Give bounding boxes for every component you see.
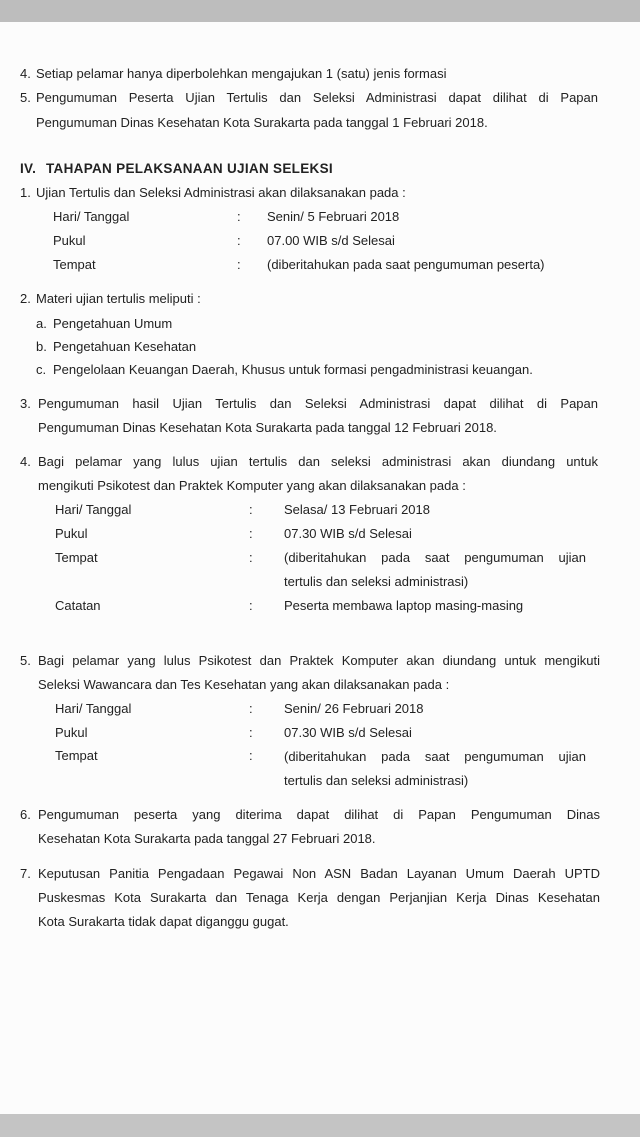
row-label: Catatan <box>55 598 101 613</box>
subitem-number: c. <box>36 362 47 377</box>
item-text: Pengumuman peserta yang diterima dapat dilihat di Papan Pengumuman Dinas <box>38 807 600 822</box>
row-value: (diberitahukan pada saat pengumuman peserta) <box>267 257 545 272</box>
item-text: Setiap pelamar hanya diperbolehkan mengajukan 1 (satu) jenis formasi <box>36 66 447 81</box>
item-text: Pengumuman Dinas Kesehatan Kota Surakarta pada tanggal 12 Februari 2018. <box>38 420 497 435</box>
row-value: Senin/ 26 Februari 2018 <box>284 701 424 716</box>
item-text: Kota Surakarta tidak dapat diganggu gugat. <box>38 914 289 929</box>
row-value: 07.30 WIB s/d Selesai <box>284 725 412 740</box>
row-value-continued: tertulis dan seleksi administrasi) <box>284 574 469 589</box>
row-value: (diberitahukan pada saat pengumuman ujian <box>284 749 586 764</box>
document-page <box>0 22 640 1114</box>
item-text: mengikuti Psikotest dan Praktek Komputer yang akan dilaksanakan pada : <box>38 478 466 493</box>
row-label: Tempat <box>53 257 96 272</box>
item-number: 5. <box>20 653 31 668</box>
item-text: Materi ujian tertulis meliputi : <box>36 291 201 306</box>
item-text: Pengumuman hasil Ujian Tertulis dan Seleksi Administrasi dapat dilihat di Papan <box>38 396 598 411</box>
row-colon: : <box>249 526 253 541</box>
subitem-text: Pengelolaan Keuangan Daerah, Khusus untuk formasi pengadministrasi keuangan. <box>53 362 533 377</box>
item-text: Seleksi Wawancara dan Tes Kesehatan yang akan dilaksanakan pada : <box>38 677 450 692</box>
item-number: 5. <box>20 90 31 105</box>
subitem-text: Pengetahuan Kesehatan <box>53 339 197 354</box>
item-text: Bagi pelamar yang lulus Psikotest dan Praktek Komputer akan diundang untuk mengikuti <box>38 653 600 668</box>
row-value: Selasa/ 13 Februari 2018 <box>284 502 430 517</box>
section-title: TAHAPAN PELAKSANAAN UJIAN SELEKSI <box>46 161 333 176</box>
row-colon: : <box>249 550 253 565</box>
row-colon: : <box>249 502 253 517</box>
row-colon: : <box>237 209 241 224</box>
row-label: Hari/ Tanggal <box>55 502 132 517</box>
item-text: Puskesmas Kota Surakarta dan Tenaga Kerja dengan Perjanjian Kerja Dinas Kesehatan <box>38 890 600 905</box>
row-label: Pukul <box>55 526 88 541</box>
row-label: Hari/ Tanggal <box>55 701 132 716</box>
row-value: Peserta membawa laptop masing-masing <box>284 598 524 613</box>
bottom-bar <box>0 1114 640 1137</box>
subitem-number: b. <box>36 339 47 354</box>
row-label: Pukul <box>53 233 86 248</box>
item-number: 1. <box>20 185 31 200</box>
row-label: Hari/ Tanggal <box>53 209 130 224</box>
item-text: Pengumuman Peserta Ujian Tertulis dan Seleksi Administrasi dapat dilihat di Papan <box>36 90 598 105</box>
item-text: Keputusan Panitia Pengadaan Pegawai Non ASN Badan Layanan Umum Daerah UPTD <box>38 866 600 881</box>
row-label: Tempat <box>55 748 98 763</box>
row-value: 07.00 WIB s/d Selesai <box>267 233 395 248</box>
row-colon: : <box>237 257 241 272</box>
item-number: 7. <box>20 866 31 881</box>
row-value-continued: tertulis dan seleksi administrasi) <box>284 773 469 788</box>
item-number: 3. <box>20 396 31 411</box>
item-text: Ujian Tertulis dan Seleksi Administrasi akan dilaksanakan pada : <box>36 185 406 200</box>
row-value: 07.30 WIB s/d Selesai <box>284 526 412 541</box>
row-label: Pukul <box>55 725 88 740</box>
item-text: Pengumuman Dinas Kesehatan Kota Surakarta pada tanggal 1 Februari 2018. <box>36 115 488 130</box>
top-bar <box>0 0 640 22</box>
row-value: Senin/ 5 Februari 2018 <box>267 209 400 224</box>
row-colon: : <box>249 701 253 716</box>
subitem-number: a. <box>36 316 47 331</box>
item-number: 4. <box>20 66 31 81</box>
row-colon: : <box>237 233 241 248</box>
row-label: Tempat <box>55 550 98 565</box>
item-number: 2. <box>20 291 31 306</box>
row-value: (diberitahukan pada saat pengumuman ujian <box>284 550 586 565</box>
subitem-text: Pengetahuan Umum <box>53 316 173 331</box>
row-colon: : <box>249 598 253 613</box>
item-text: Bagi pelamar yang lulus ujian tertulis dan seleksi administrasi akan diundang untuk <box>38 454 598 469</box>
section-number: IV. <box>20 161 37 176</box>
item-text: Kesehatan Kota Surakarta pada tanggal 27 Februari 2018. <box>38 831 376 846</box>
item-number: 4. <box>20 454 31 469</box>
item-number: 6. <box>20 807 31 822</box>
row-colon: : <box>249 725 253 740</box>
row-colon: : <box>249 748 253 763</box>
